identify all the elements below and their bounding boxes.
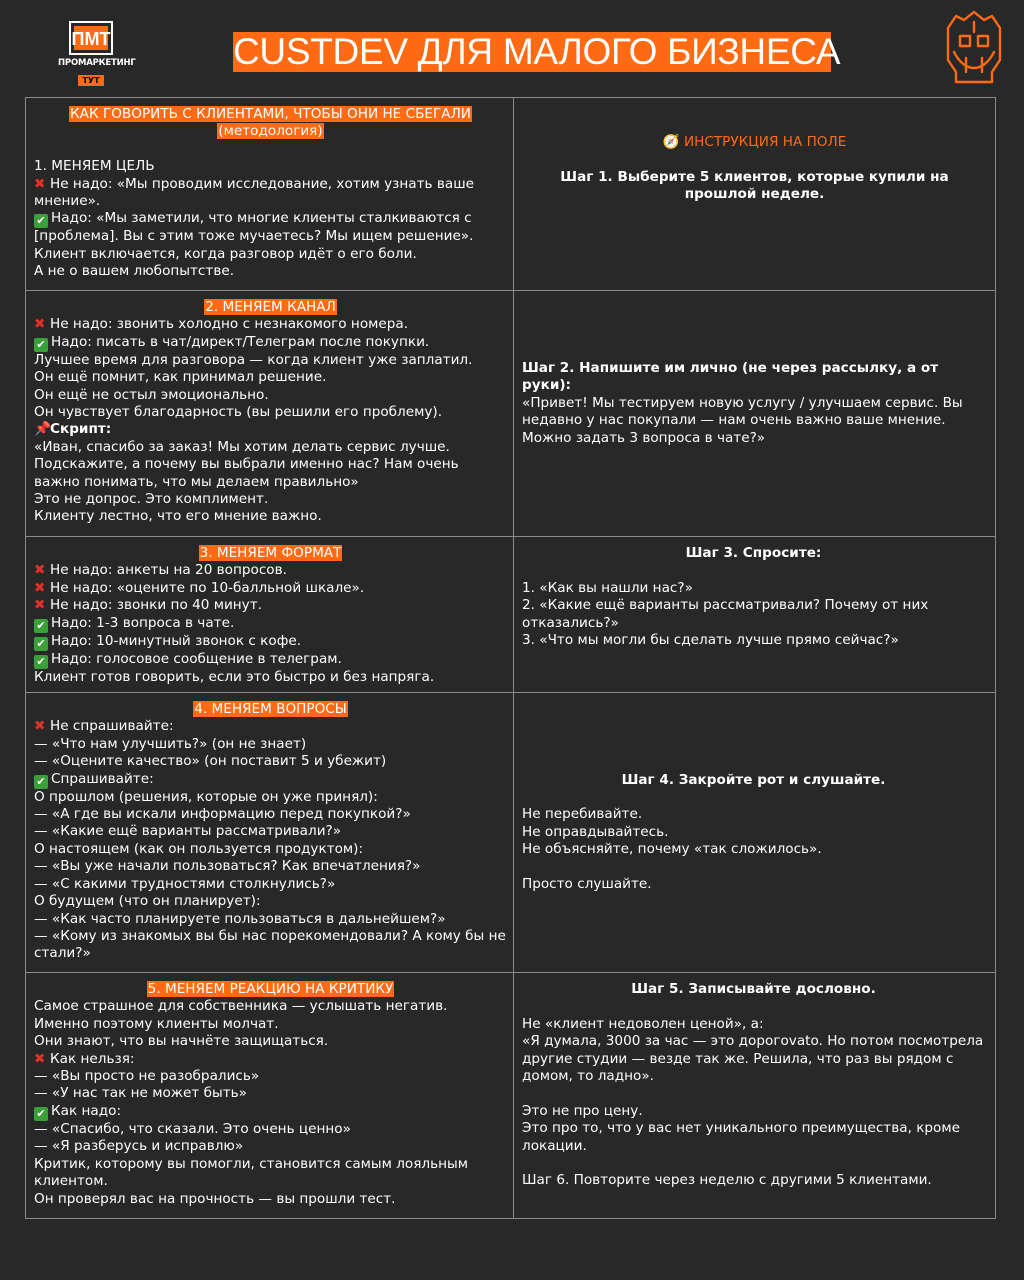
left-cell — [26, 537, 514, 693]
brand-tag: ТУТ — [78, 75, 103, 86]
list-item: 1. «Как вы нашли нас?» — [522, 579, 693, 596]
list-item: «Иван, спасибо за заказ! Мы хотим делать сервис лучше. Подскажите, а почему вы выбрали именно нас? Нам очень важно понимать, что мы делаем правильно» — [34, 438, 463, 490]
step-title: Шаг 2. Напишите им лично (не через рассылку, а от руки): — [522, 359, 939, 394]
list-item: 1. МЕНЯЕМ ЦЕЛЬ — [34, 158, 155, 175]
check-icon: ✔ — [34, 338, 48, 352]
step-title: Шаг 4. Закройте рот и слушайте. — [621, 771, 886, 788]
check-icon: ✔ — [34, 1107, 48, 1121]
section-heading: 4. МЕНЯЕМ ВОПРОСЫ — [194, 701, 347, 718]
list-item: ✖ Не надо: анкеты на 20 вопросов. — [34, 562, 287, 579]
list-item: 2. «Какие ещё варианты рассматривали? Почему от них отказались?» — [522, 597, 933, 631]
list-item: — «Вы уже начали пользоваться? Как впечатления?» — [34, 858, 421, 875]
list-item: ✖ Не надо: «оцените по 10-балльной шкале». — [34, 579, 365, 596]
left-cell — [26, 291, 514, 537]
list-item: ✔ Надо: «Мы заметили, что многие клиенты сталкиваются с [проблема]. Вы с этим тоже мучаетесь? Мы ищем решение». — [34, 210, 476, 245]
list-item: ✖ Не надо: звонки по 40 минут. — [34, 597, 262, 614]
list-item: Именно поэтому клиенты молчат. — [34, 1015, 279, 1032]
step-title: Шаг 5. Записывайте дословно. — [631, 981, 876, 998]
list-item: Клиент включается, когда разговор идёт о его боли. — [34, 245, 417, 262]
list-item: Самое страшное для собственника — услышать негатив. — [34, 998, 448, 1015]
cross-icon: ✖ — [34, 579, 46, 596]
table-row — [26, 537, 996, 693]
list-item: ✖ Не спрашивайте: — [34, 718, 174, 735]
left-cell — [26, 973, 514, 1219]
list-item: Это не допрос. Это комплимент. — [34, 491, 269, 508]
list-item: ✔ Спрашивайте: — [34, 771, 507, 789]
brand-logo — [58, 20, 136, 87]
right-cell — [514, 98, 996, 291]
list-item: Клиенту лестно, что его мнение важно. — [34, 508, 322, 525]
list-item: — «Кому из знакомых вы бы нас порекомендовали? А кому бы не стали?» — [34, 927, 511, 962]
page-title: CUSTDEV ДЛЯ МАЛОГО БИЗНЕСА — [233, 31, 841, 72]
list-item: Шаг 6. Повторите через неделю с другими 5 клиентами. — [522, 1172, 932, 1189]
list-item: — «Как часто планируете пользоваться в дальнейшем?» — [34, 910, 446, 927]
brand-logo-letters: ПМТ — [71, 29, 111, 49]
list-item: А не о вашем любопытстве. — [34, 263, 235, 280]
list-item: Клиент готов говорить, если это быстро и без напряга. — [34, 668, 435, 685]
list-item: Он проверял вас на прочность — вы прошли тест. — [34, 1190, 396, 1207]
list-item: — «У нас так не может быть» — [34, 1085, 247, 1102]
list-item: Он чувствует благодарность (вы решили его проблему). — [34, 404, 443, 421]
right-cell — [514, 973, 996, 1219]
list-item: Лучшее время для разговора — когда клиент уже заплатил. — [34, 351, 473, 368]
step-title: Шаг 3. Спросите: — [685, 545, 822, 561]
list-item: Он ещё не остыл эмоционально. — [34, 386, 269, 403]
mascot-icon — [940, 8, 1008, 88]
cross-icon: ✖ — [34, 597, 46, 614]
section-heading: 3. МЕНЯЕМ ФОРМАТ — [199, 545, 342, 561]
cross-icon: ✖ — [34, 562, 46, 579]
list-item: — «Спасибо, что сказали. Это очень ценно» — [34, 1120, 351, 1137]
list-item: Они знают, что вы начнёте защищаться. — [34, 1033, 329, 1050]
list-item: ✔ Надо: 1-3 вопроса в чате. — [34, 615, 507, 633]
list-item: Просто слушайте. — [522, 876, 652, 893]
list-item: Это не про цену. — [522, 1102, 643, 1119]
left-cell — [26, 98, 514, 291]
list-item: 3. «Что мы могли бы сделать лучше прямо сейчас?» — [522, 632, 899, 649]
list-item: — «Оцените качество» (он поставит 5 и убежит) — [34, 753, 387, 770]
list-item: — «А где вы искали информацию перед покупкой?» — [34, 806, 411, 823]
list-item: «Я думала, 3000 за час — это дорогovato. Но потом посмотрела другие студии — везде так же. Решила, что раз вы рядом с домом, то ладно». — [522, 1033, 988, 1085]
table-row — [26, 291, 996, 537]
section-heading: КАК ГОВОРИТЬ С КЛИЕНТАМИ, ЧТОБЫ ОНИ НЕ СБЕГАЛИ (методология) — [70, 106, 471, 140]
list-item: ✖ Не надо: «Мы проводим исследование, хотим узнать ваше мнение». — [34, 175, 479, 210]
step-title: Шаг 1. Выберите 5 клиентов, которые купили на прошлой неделе. — [560, 168, 949, 203]
list-item: ✔ Как надо: — [34, 1103, 507, 1121]
brand-name: ПРОМАРКЕТИНГ — [58, 58, 136, 68]
list-item: ✔ Надо: писать в чат/директ/Телеграм после покупки. — [34, 334, 507, 352]
brand-logo-icon — [68, 20, 114, 56]
list-item: — «Что нам улучшить?» (он не знает) — [34, 735, 307, 752]
table-row — [26, 973, 996, 1219]
list-item: Не «клиент недоволен ценой», а: — [522, 1015, 764, 1032]
check-icon: ✔ — [34, 619, 48, 633]
list-item: 📌Скрипт: — [34, 421, 112, 438]
instruction-heading: 🧭 ИНСТРУКЦИЯ НА ПОЛЕ — [662, 134, 847, 151]
list-item: — «С какими трудностями столкнулись?» — [34, 875, 336, 892]
list-item: Критик, которому вы помогли, становится самым лояльным клиентом. — [34, 1155, 473, 1190]
table-row — [26, 693, 996, 973]
list-item: О прошлом (решения, которые он уже принял): — [34, 788, 378, 805]
right-cell — [514, 693, 996, 973]
compass-icon: 🧭 — [662, 134, 680, 151]
list-item: О настоящем (как он пользуется продуктом): — [34, 840, 364, 857]
check-icon: ✔ — [34, 775, 48, 789]
list-item: — «Я разберусь и исправлю» — [34, 1138, 244, 1155]
right-cell — [514, 537, 996, 693]
check-icon: ✔ — [34, 214, 48, 228]
cross-icon: ✖ — [34, 1050, 46, 1067]
list-item: Он ещё помнит, как принимал решение. — [34, 369, 327, 386]
right-cell — [514, 291, 996, 537]
list-item: — «Вы просто не разобрались» — [34, 1068, 260, 1085]
list-item: Не перебивайте. — [522, 806, 643, 823]
step-text: «Привет! Мы тестируем новую услугу / улучшаем сервис. Вы недавно у нас покупали — нам очень важно ваше мнение. Можно задать 3 вопроса в чате?» — [522, 394, 967, 446]
list-item: Не оправдывайтесь. — [522, 823, 669, 840]
left-cell — [26, 693, 514, 973]
list-item: Не объясняйте, почему «так сложилось». — [522, 841, 822, 858]
cross-icon: ✖ — [34, 718, 46, 735]
cross-icon: ✖ — [34, 316, 46, 333]
list-item: ✔ Надо: 10-минутный звонок с кофе. — [34, 633, 507, 651]
section-heading: 2. МЕНЯЕМ КАНАЛ — [205, 299, 336, 315]
check-icon: ✔ — [34, 637, 48, 651]
mascot-logo — [940, 8, 1008, 92]
list-item: ✖ Не надо: звонить холодно с незнакомого номера. — [34, 316, 409, 333]
table-row — [26, 98, 996, 291]
list-item: — «Какие ещё варианты рассматривали?» — [34, 823, 342, 840]
check-icon: ✔ — [34, 655, 48, 669]
list-item: О будущем (что он планирует): — [34, 893, 261, 910]
pin-icon: 📌 — [34, 421, 51, 438]
list-item: ✔ Надо: голосовое сообщение в телеграм. — [34, 651, 507, 669]
cross-icon: ✖ — [34, 175, 46, 192]
list-item: ✖ Как нельзя: — [34, 1050, 135, 1067]
section-heading: 5. МЕНЯЕМ РЕАКЦИЮ НА КРИТИКУ — [147, 981, 394, 998]
list-item: Это про то, что у вас нет уникального преимущества, кроме локации. — [522, 1120, 965, 1154]
content-table — [25, 97, 996, 1219]
